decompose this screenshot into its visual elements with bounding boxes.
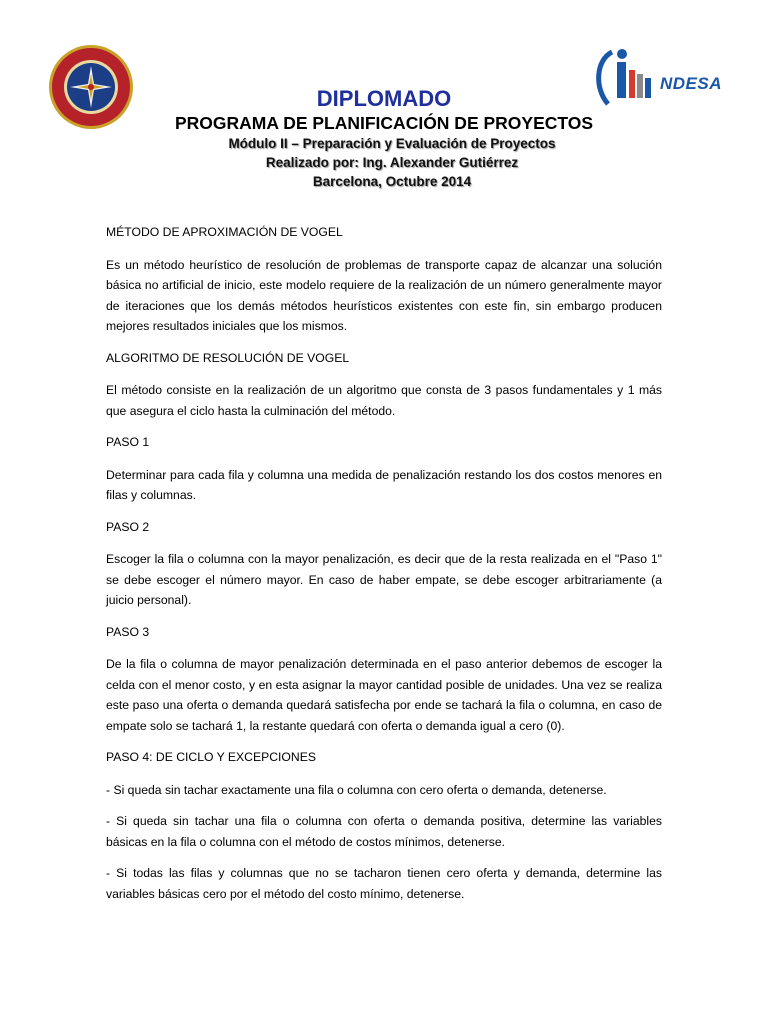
section-heading: MÉTODO DE APROXIMACIÓN DE VOGEL: [106, 225, 343, 239]
body-paragraph: El método consiste en la realización de un algoritmo que consta de 3 pasos fundamentales y 1 más que asegura el ciclo hasta la culminación del método.: [106, 383, 662, 418]
body-paragraph: Escoger la fila o columna con la mayor penalización, es decir que de la resta realizada en el "Paso 1" se debe escoger el número mayor. En caso de haber empate, se debe escoger arbitrariamente (a juicio personal).: [106, 552, 662, 607]
exception-item: - Si todas las filas y columnas que no se tacharon tienen cero oferta y demanda, determine las variables básicas cero por el método del costo mínimo, detenerse.: [106, 866, 662, 901]
body-paragraph: Es un método heurístico de resolución de problemas de transporte capaz de alcanzar una solución básica no artificial de inicio, este modelo requiere de la realización de un número generalmente mayor de iteraciones que los demás métodos heurísticos existentes con este fin, sin embargo producen mejores resultados iniciales que los mismos.: [106, 257, 662, 333]
body-paragraph: Determinar para cada fila y columna una medida de penalización restando los dos costos menores en filas y columnas.: [106, 467, 662, 502]
author-line: Realizado por: Ing. Alexander Gutiérrez: [265, 155, 519, 170]
exception-item: - Si queda sin tachar una fila o columna con oferta o demanda positiva, determine las variables básicas en la fila o columna con el método de costos mínimos, detenerse.: [106, 814, 662, 849]
document-body: [106, 222, 662, 915]
exception-item: - Si queda sin tachar exactamente una fila o columna con cero oferta o demanda, detenerse.: [106, 782, 607, 797]
section-heading: ALGORITMO DE RESOLUCIÓN DE VOGEL: [106, 350, 350, 365]
step-heading: PASO 3: [106, 624, 150, 639]
document-subtitle: PROGRAMA DE PLANIFICACIÓN DE PROYECTOS: [174, 113, 594, 133]
place-date-line: Barcelona, Octubre 2014: [312, 174, 472, 189]
body-paragraph: De la fila o columna de mayor penalización determinada en el paso anterior debemos de escoger la celda con el menor costo, y en esta asignar la mayor cantidad posible de unidades. Una vez se realiza este paso una oferta o demanda quedará satisfecha por ende se tachará la fila o columna, en caso de empate solo se tachará 1, la restante quedará con oferta o demanda igual a cero (0).: [106, 657, 662, 733]
step-heading: PASO 1: [106, 435, 150, 449]
indesa-logo-text: NDESA: [660, 74, 723, 93]
step-heading: PASO 2: [106, 519, 150, 534]
step-heading: PASO 4: DE CICLO Y EXCEPCIONES: [106, 750, 316, 764]
module-line: Módulo II – Preparación y Evaluación de Proyectos: [228, 136, 556, 151]
document-title: DIPLOMADO: [316, 86, 452, 111]
